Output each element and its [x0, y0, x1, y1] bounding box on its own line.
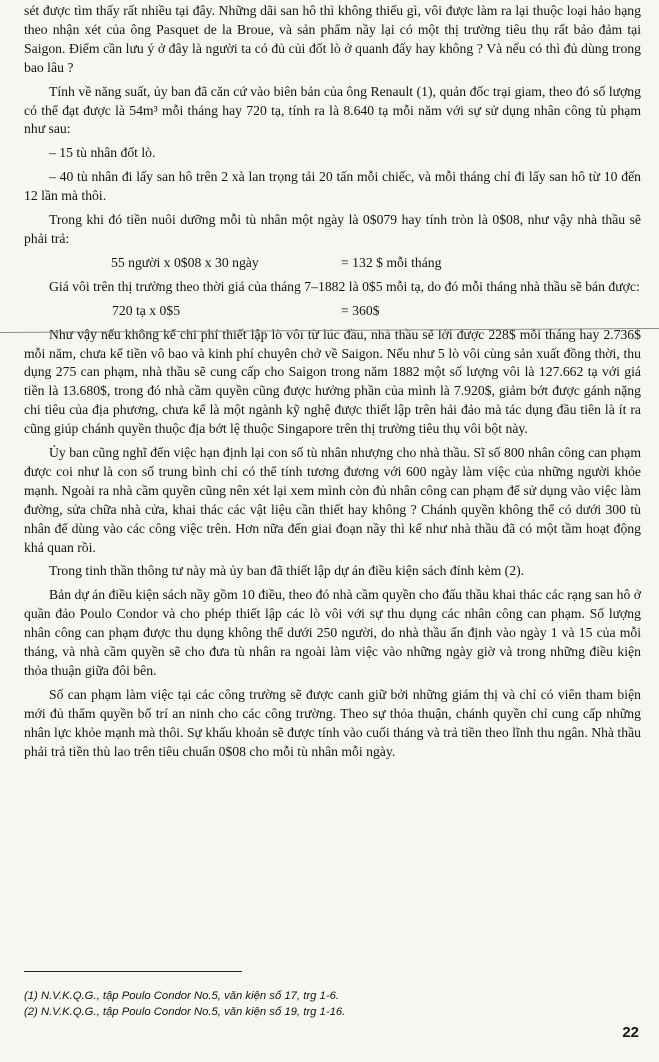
calculation-right: = 132 $ mỗi tháng	[341, 254, 442, 270]
list-item-coral-workers: – 40 tù nhân đi lấy san hô trên 2 xà lan trọng tải 20 tấn mỗi chiếc, và mỗi tháng chỉ đi lấy san hô từ 10 đến 12 lần mà thôi.	[24, 169, 641, 204]
paragraph-feeding-cost: Trong khi đó tiền nuôi dưỡng mỗi tù nhân một ngày là 0$079 hay tính tròn là 0$08, như vậy nhà thầu sẽ phải trả:	[24, 212, 641, 246]
calculation-labor-cost	[24, 254, 641, 273]
paragraph-supervision: Số can phạm làm việc tại các công trường sẽ được canh giữ bởi những giám thị và chỉ có viên tham biện mới đủ thẩm quyền bố trí an ninh cho các công trường. Theo sự thỏa thuận, chánh quyền chỉ cung cấp những nhân lực khỏe mạnh mà thôi. Sự khấu khoản sẽ được tính vào cuối tháng và trả tiền theo lĩnh thu ngân. Nhà thầu phải trả tiền thù lao trên tiêu chuẩn 0$08 cho mỗi tù nhân mỗi ngày.	[24, 686, 641, 759]
footnote-rule	[24, 971, 242, 972]
list-item-kiln-workers: – 15 tù nhân đốt lò.	[49, 145, 156, 161]
page-number: 22	[622, 1024, 639, 1041]
paragraph-ten-articles: Bản dự án điều kiện sách nầy gồm 10 điều, theo đó nhà cầm quyền cho đấu thầu khai thác các rạng san hô ở quần đảo Poulo Condor và cho phép thiết lập các lò vôi với sự thu dụng các nhân công can phạm. Số lượng nhân công can phạm được thu dụng không thể dưới 250 người, do nhà thầu ấn định vào ngày 1 và 15 của mỗi tháng, và nhà cầm quyền sẽ cho đưa tù nhân ra ngoài làm việc vào những ngày giờ và trong những điều kiện thỏa thuận giữa đôi bên.	[24, 587, 642, 678]
calculation-left: 55 người x 0$08 x 30 ngày	[111, 254, 259, 270]
paragraph-continued: sét được tìm thấy rất nhiều tại đây. Những dãi san hô thì không thiếu gì, vôi được làm ra lại thuộc loại hảo hạng theo nhận xét của ông Pasquet de la Broue, và sản phẩm nầy lại có một thị trường tiêu thụ rất bảo đảm tại Saigon. Điểm cần lưu ý ở đây là người ta có đủ củi đốt lò ở quanh đấy hay không ? Và nếu có thì đủ dùng trong bao lâu ?	[24, 3, 641, 75]
footnotes	[24, 988, 624, 1021]
footnote-1: (1) N.V.K.Q.G., tập Poulo Condor No.5, văn kiện số 17, trg 1-6.	[24, 990, 339, 1002]
paragraph-lime-price: Giá vôi trên thị trường theo thời giá của tháng 7–1882 là 0$5 mỗi tạ, do đó mỗi tháng nhà thầu sẽ bán được:	[49, 278, 640, 294]
paragraph-profit: Như vậy nếu không kể chi phí thiết lập lò vôi từ lúc đầu, nhà thầu sẽ lời được 228$ mỗi tháng hay 2.736$ mỗi năm, chưa kể tiền vô bao và kinh phí chuyên chở về Saigon. Nếu như 5 lò vôi cùng sản xuất đồng thời, thu dụng 275 can phạm, nhà thầu sẽ cung cấp cho Saigon trong năm 1882 một số lượng vôi là 127.662 tạ với giá tiền là 13.680$, trong đó nhà cầm quyền cũng được hưởng phần của mình là 7.920$, giảm bớt được gánh nặng chi tiêu của địa phương, chưa kể là một ngành kỹ nghệ được thiết lập trên hải đảo mà tác dụng đầu tiên là ít ra cũng giúp chánh quyền thuộc địa bớt lệ thuộc Singapore trên thị trường tiêu thụ vôi bột này.	[24, 326, 641, 437]
calculation-right: = 360$	[341, 302, 380, 318]
calculation-sales	[24, 302, 641, 321]
body-text	[24, 2, 641, 767]
paragraph-productivity: Tính về năng suất, ủy ban đã căn cứ vào biên bản của ông Renault (1), quản đốc trại giam, theo đó số lượng có thể đạt được là 54m³ mỗi tháng hay 720 tạ, tính ra là 8.640 tạ mỗi năm với sự sử dụng nhân công tù phạm như sau:	[24, 83, 641, 137]
paragraph-prisoner-limit: Ủy ban cũng nghĩ đến việc hạn định lại con số tù nhân nhượng cho nhà thầu. Sĩ số 800 nhân công can phạm được coi như là con số trung bình chỉ có thể tính tương đương với 600 ngày làm việc của những người khỏe mạnh. Ngoài ra nhà cầm quyền cũng nên xét lại xem mình còn đủ nhân công can phạm để sử dụng vào việc làm đường, sửa chữa nhà cửa, khai thác các vật liệu cần thiết hay không ? Chánh quyền không thể có dưới 300 tù nhân để dùng vào các công việc trên. Hơn nữa đến giai đoạn nầy thì kể như nhà thầu đã có một tầm hoạt động khả quan rồi.	[24, 445, 641, 555]
calculation-left: 720 tạ x 0$5	[112, 302, 181, 318]
footnote-2: (2) N.V.K.Q.G., tập Poulo Condor No.5, văn kiện số 19, trg 1-16.	[24, 1006, 346, 1019]
paragraph-draft-conditions: Trong tinh thần thông tư này mà ủy ban đã thiết lập dự án điều kiện sách đính kèm (2).	[49, 563, 525, 579]
